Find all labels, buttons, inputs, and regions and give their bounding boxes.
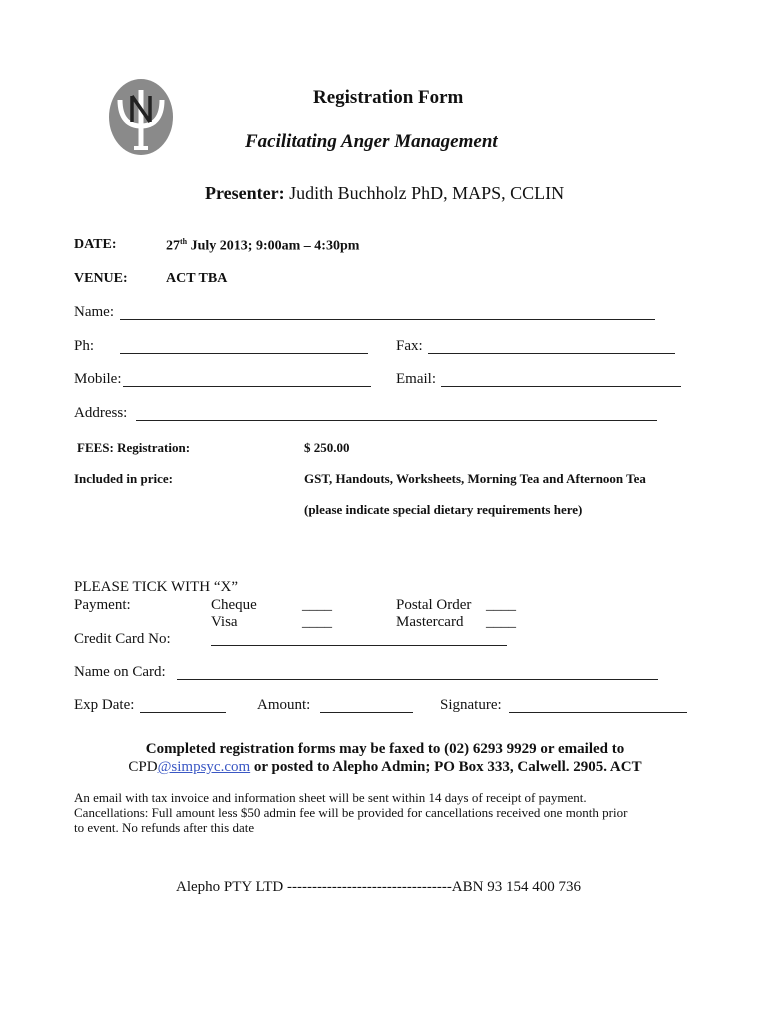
cheque-checkbox[interactable]: ____ (302, 597, 332, 613)
email-link[interactable]: @simpsyc.com (157, 759, 251, 775)
cheque-label: Cheque (211, 597, 257, 613)
form-title: Registration Form (313, 87, 464, 108)
date-rest: July 2013; 9:00am – 4:30pm (187, 238, 360, 254)
submission-line-1: Completed registration forms may be faxed to (02) 6293 9929 or emailed to (145, 741, 625, 757)
payment-label: Payment: (74, 597, 131, 613)
fax-field[interactable] (428, 353, 675, 354)
submission-line-2 (0, 759, 770, 776)
name-field[interactable] (120, 319, 655, 320)
postal-order-checkbox[interactable]: ____ (486, 597, 516, 613)
visa-checkbox[interactable]: ____ (302, 614, 332, 630)
mastercard-label: Mastercard (396, 614, 464, 630)
signature-label: Signature: (440, 697, 502, 713)
signature-field[interactable] (509, 712, 687, 713)
fax-label: Fax: (396, 338, 423, 354)
company-footer: Alepho PTY LTD ---------------------------------ABN 93 154 400 736 (176, 879, 581, 895)
amount-field[interactable] (320, 712, 413, 713)
presenter-label: Presenter: (205, 183, 285, 203)
included-value: GST, Handouts, Worksheets, Morning Tea and Afternoon Tea (304, 471, 646, 486)
email-field[interactable] (441, 386, 681, 387)
exp-date-field[interactable] (140, 712, 226, 713)
amount-label: Amount: (257, 697, 311, 713)
mobile-label: Mobile: (74, 371, 122, 387)
address-label: Address: (74, 405, 128, 421)
mobile-field[interactable] (123, 386, 371, 387)
name-on-card-label: Name on Card: (74, 664, 166, 680)
ph-label: Ph: (74, 338, 95, 354)
fees-label: FEES: Registration: (77, 440, 191, 455)
date-label: DATE: (74, 237, 117, 252)
name-on-card-field[interactable] (177, 679, 658, 680)
psi-logo (108, 78, 174, 156)
included-label: Included in price: (74, 471, 173, 486)
credit-card-field[interactable] (211, 645, 507, 646)
exp-date-label: Exp Date: (74, 697, 135, 713)
date-value (166, 237, 359, 255)
notes-line-3: to event. No refunds after this date (74, 820, 255, 835)
postal-order-label: Postal Order (396, 597, 472, 613)
postal-address: or posted to Alepho Admin; PO Box 333, Calwell. 2905. ACT (250, 759, 642, 775)
tick-instruction: PLEASE TICK WITH “X” (74, 579, 239, 595)
email-prefix: CPD (128, 759, 158, 775)
ph-field[interactable] (120, 353, 368, 354)
presenter-line (205, 183, 564, 204)
dietary-note: (please indicate special dietary requirements here) (304, 502, 583, 517)
name-label: Name: (74, 304, 114, 320)
address-field[interactable] (136, 420, 657, 421)
presenter-value: Judith Buchholz PhD, MAPS, CCLIN (289, 183, 565, 203)
date-suffix: th (180, 237, 188, 246)
credit-card-label: Credit Card No: (74, 631, 171, 647)
notes-line-2: Cancellations: Full amount less $50 admin fee will be provided for cancellations received one month prior (74, 805, 628, 820)
mastercard-checkbox[interactable]: ____ (486, 614, 516, 630)
visa-label: Visa (211, 614, 238, 630)
email-label: Email: (396, 371, 436, 387)
venue-label: VENUE: (74, 271, 128, 286)
date-day: 27 (166, 238, 180, 254)
course-title: Facilitating Anger Management (245, 131, 498, 152)
notes-line-1: An email with tax invoice and information sheet will be sent within 14 days of receipt of payment. (74, 790, 587, 805)
venue-value: ACT TBA (166, 271, 228, 286)
fees-amount: $ 250.00 (304, 440, 350, 455)
